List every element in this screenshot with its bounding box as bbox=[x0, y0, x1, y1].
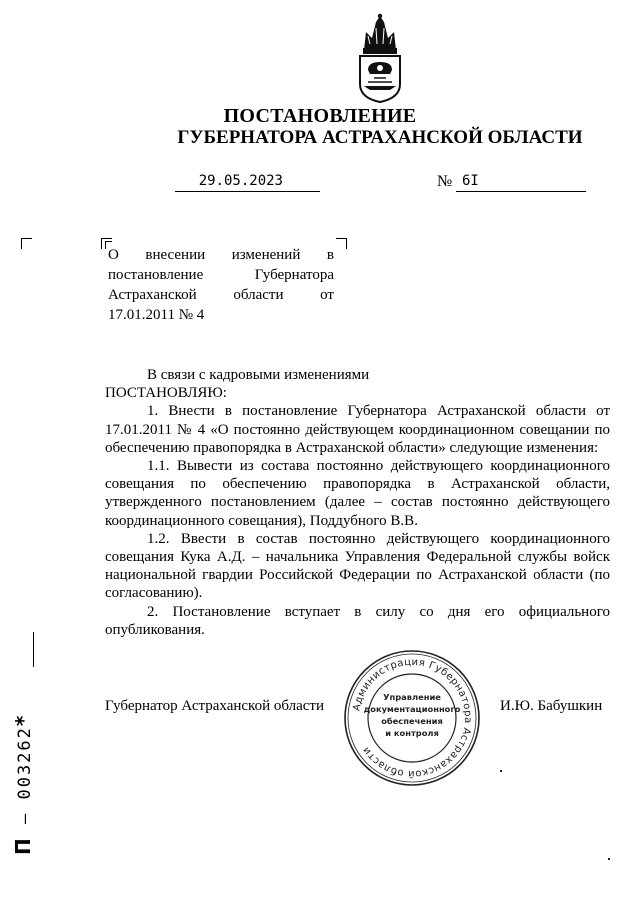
serial-number bbox=[11, 714, 35, 855]
body-paragraph-1-2: 1.2. Ввести в состав постоянно действующего координационного совещания Кука А.Д. – начальника Управления Федеральной службы войск национальной гвардии Российской Федерации по Астраханской области (по согласованию). bbox=[105, 530, 610, 602]
serial-prefix: П bbox=[11, 836, 35, 855]
margin-mark bbox=[33, 632, 34, 667]
subject-corner-mark bbox=[21, 238, 32, 249]
signature-name: И.Ю. Бабушкин bbox=[500, 698, 603, 714]
body-paragraph-1-1: 1.1. Вывести из состава постоянно действующего координационного совещания по обеспечению правопорядка в Астраханской области, утвержденного постановлением (далее – состав постоянно действующего координационного совещания), Поддубного В.В. bbox=[105, 458, 610, 529]
stamp-line: и контроля bbox=[385, 728, 439, 738]
body-decree: ПОСТАНОВЛЯЮ: bbox=[105, 385, 227, 402]
document-body bbox=[105, 366, 610, 639]
coat-of-arms-icon bbox=[350, 12, 410, 104]
stamp-line: обеспечения bbox=[381, 716, 443, 726]
document-subtitle: ГУБЕРНАТОРА АСТРАХАНСКОЙ ОБЛАСТИ bbox=[177, 127, 583, 148]
document-number: 6I bbox=[462, 173, 479, 189]
document-date: 29.05.2023 bbox=[198, 173, 283, 189]
body-paragraph-1: 1. Внести в постановление Губернатора Астраханской области от 17.01.2011 № 4 «О постоянно действующем координационном совещании по обеспечению правопорядка в Астраханской области» следующие изменения: bbox=[105, 403, 610, 456]
body-intro: В связи с кадровыми изменениями bbox=[147, 367, 370, 383]
speck bbox=[500, 770, 502, 772]
stamp-line: документационного bbox=[363, 704, 461, 714]
speck bbox=[608, 858, 610, 860]
stamp-line: Управление bbox=[383, 692, 441, 702]
body-paragraph-2: 2. Постановление вступает в силу со дня его официального опубликования. bbox=[105, 603, 610, 638]
signature-position: Губернатор Астраханской области bbox=[105, 698, 325, 714]
official-stamp bbox=[342, 648, 482, 788]
serial-suffix: * bbox=[11, 713, 35, 727]
stamp-outer-text: Администрация Губернатора Астраханской области bbox=[351, 656, 474, 780]
number-label: № bbox=[437, 173, 453, 190]
serial-code: – 003262 bbox=[15, 726, 35, 824]
subject-corner-mark bbox=[336, 238, 347, 249]
document-title: ПОСТАНОВЛЕНИЕ bbox=[223, 105, 417, 127]
document-subject: О внесении изменений в постановление Губернатора Астраханской области от 17.01.2011 № 4 bbox=[108, 247, 334, 323]
